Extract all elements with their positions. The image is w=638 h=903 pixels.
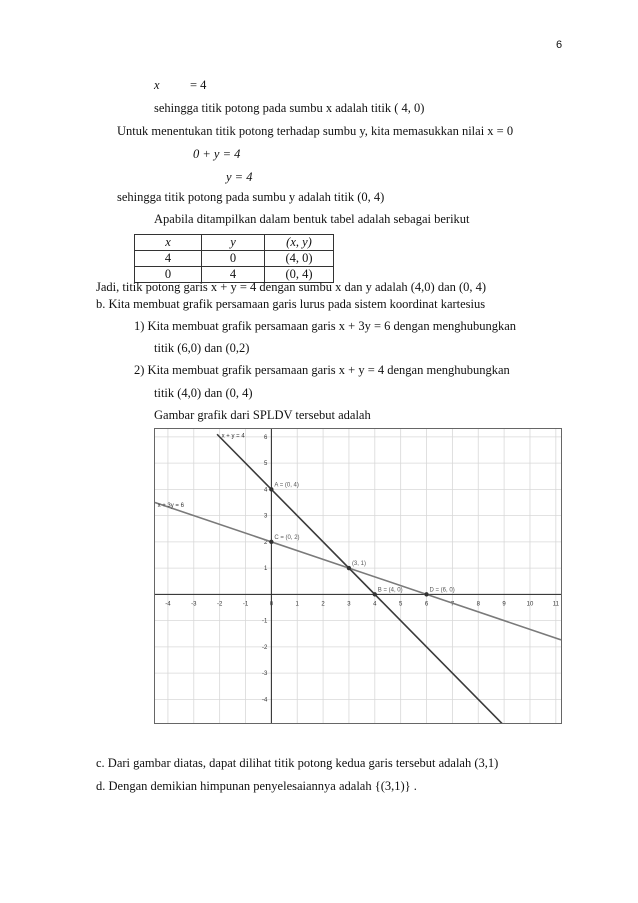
table-cell: 4 <box>135 251 202 267</box>
x-tick-label: 11 <box>552 601 559 608</box>
y-tick-label: -1 <box>262 618 268 625</box>
table-cell: (0, 4) <box>265 267 334 283</box>
table-row <box>135 251 334 267</box>
x-tick-label: 7 <box>450 601 455 608</box>
text-item-d: d. Dengan demikian himpunan penyelesaiannya adalah {(3,1)} . <box>96 779 417 793</box>
data-point <box>347 566 351 570</box>
text-item-b2-points: titik (4,0) dan (0, 4) <box>154 386 253 400</box>
point-label: D = (6, 0) <box>429 587 455 594</box>
data-point <box>424 592 428 596</box>
series-line <box>155 503 561 640</box>
equation-sub: 0 + y = 4 <box>193 147 241 161</box>
text-line-conclusion: Jadi, titik potong garis x + y = 4 dengan sumbu x dan y adalah (4,0) dan (0, 4) <box>96 280 487 294</box>
series-label: x + y = 4 <box>221 433 245 440</box>
x-tick-label: -1 <box>242 601 249 608</box>
x-tick-label: 6 <box>424 601 429 608</box>
x-tick-label: 2 <box>321 601 325 608</box>
y-tick-label: 6 <box>264 434 268 441</box>
y-tick-label: 3 <box>264 513 268 520</box>
point-label: C = (0, 2) <box>274 534 300 541</box>
y-tick-label: 1 <box>264 566 268 573</box>
text-item-c: c. Dari gambar diatas, dapat dilihat titik potong kedua garis tersebut adalah (3,1) <box>96 756 499 770</box>
text-item-b: b. Kita membuat grafik persamaan garis lurus pada sistem koordinat kartesius <box>96 297 486 311</box>
data-point <box>269 487 273 491</box>
x-tick-label: 10 <box>526 601 534 608</box>
y-tick-label: 2 <box>264 539 268 546</box>
x-tick-label: 0 <box>269 601 274 608</box>
data-point <box>373 592 377 596</box>
spldv-graph <box>155 429 561 723</box>
point-label: B = (4, 0) <box>377 587 403 594</box>
table-cell: 0 <box>202 251 265 267</box>
table-header: x <box>135 235 202 251</box>
x-tick-label: 1 <box>295 601 299 608</box>
x-tick-label: 9 <box>502 601 506 608</box>
text-line-table-intro: Apabila ditampilkan dalam bentuk tabel adalah sebagai berikut <box>154 212 470 226</box>
y-tick-label: 5 <box>264 461 268 468</box>
text-item-b2: 2) Kita membuat grafik persamaan garis x + y = 4 dengan menghubungkan <box>134 363 510 377</box>
text-line-intersect-y: sehingga titik potong pada sumbu y adalah titik (0, 4) <box>117 190 385 204</box>
x-tick-label: -3 <box>191 601 197 608</box>
text-graph-intro: Gambar grafik dari SPLDV tersebut adalah <box>154 408 371 422</box>
table-cell: 4 <box>202 267 265 283</box>
point-label: (3, 1) <box>351 561 366 568</box>
x-tick-label: -2 <box>216 601 223 608</box>
table-cell: 0 <box>135 267 202 283</box>
y-tick-label: -2 <box>262 644 268 651</box>
y-tick-label: 4 <box>264 487 268 494</box>
point-label: A = (0, 4) <box>274 482 299 489</box>
x-tick-label: 5 <box>398 601 403 608</box>
table-cell: (4, 0) <box>265 251 334 267</box>
text-line-determine-y: Untuk menentukan titik potong terhadap sumbu y, kita memasukkan nilai x = 0 <box>117 124 514 138</box>
equation-x-var: x <box>154 78 160 92</box>
text-item-b1: 1) Kita membuat grafik persamaan garis x + 3y = 6 dengan menghubungkan <box>134 319 517 333</box>
page-number: 6 <box>556 39 563 51</box>
x-tick-label: 4 <box>373 601 377 608</box>
y-tick-label: -3 <box>262 671 268 678</box>
table-header-row <box>135 235 334 251</box>
series-line <box>217 434 509 723</box>
x-tick-label: -4 <box>165 601 171 608</box>
equation-y: y = 4 <box>226 170 253 184</box>
coordinate-table <box>134 234 334 283</box>
data-point <box>269 540 273 544</box>
text-item-b1-points: titik (6,0) dan (0,2) <box>154 341 250 355</box>
text-line-intersect-x: sehingga titik potong pada sumbu x adalah titik ( 4, 0) <box>154 101 425 115</box>
x-tick-label: 3 <box>347 601 351 608</box>
x-tick-label: 8 <box>476 601 480 608</box>
table-header: (x, y) <box>265 235 334 251</box>
series-label: x + 3y = 6 <box>157 503 184 510</box>
equation-x-value: = 4 <box>190 78 207 92</box>
y-tick-label: -4 <box>262 697 268 704</box>
table-header: y <box>202 235 265 251</box>
